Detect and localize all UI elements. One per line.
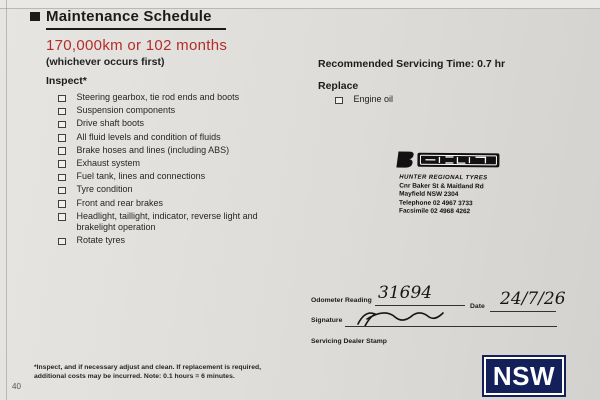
replace-item [335,94,393,105]
odometer-value[interactable]: 31694 [378,283,433,303]
checklist-item [58,92,298,103]
checklist-item-label: Fuel tank, lines and connections [76,171,206,182]
service-interval: 170,000km or 102 months [46,37,228,54]
checklist-item-label: Rotate tyres [76,235,126,246]
checklist-item [58,235,298,246]
nsw-badge [482,355,566,397]
checklist-item [58,171,298,182]
page-title: Maintenance Schedule [46,8,212,25]
replace-item-label: Engine oil [353,94,394,104]
odometer-label: Odometer Reading [311,297,372,304]
checklist-item [58,198,298,209]
checklist-item [58,105,298,116]
signature-mark[interactable] [355,306,445,328]
stamp-business-name: HUNTER REGIONAL TYRES [399,174,488,182]
stamp-address-line2: Mayfield NSW 2304 [399,190,459,199]
checklist-item [58,158,298,169]
signature-line [345,326,557,327]
checklist-item-label: Steering gearbox, tie rod ends and boots [76,92,240,102]
dealer-stamp-label: Servicing Dealer Stamp [311,338,387,345]
checkbox[interactable] [58,108,66,116]
checkbox[interactable] [58,147,66,155]
checkbox[interactable] [58,121,66,129]
page-number: 40 [12,382,21,391]
checkbox[interactable] [58,95,66,103]
date-label: Date [470,303,485,310]
recommended-servicing-time: Recommended Servicing Time: 0.7 hr [318,58,506,70]
date-value[interactable]: 24/7/26 [500,289,566,309]
checkbox[interactable] [58,213,66,221]
signature-label: Signature [311,317,343,324]
checkbox[interactable] [58,187,66,195]
checkbox[interactable] [58,134,66,142]
checklist-item-label: Front and rear brakes [76,197,164,208]
binding-line [6,0,7,400]
title-marker [30,12,40,21]
checklist-item-label: Suspension components [76,105,176,116]
checkbox[interactable] [58,200,66,208]
stamp-text [399,174,509,217]
stamp-address-line1: Cnr Baker St & Maitland Rd [399,182,484,190]
checklist-item-label: Tyre condition [76,184,133,195]
tyre-brand-logo [395,150,505,171]
checkbox[interactable] [58,174,66,182]
checklist-item [58,132,298,143]
checklist-item [58,145,298,156]
checkbox[interactable] [58,238,66,246]
date-line [490,311,556,312]
footnote: *Inspect, and if necessary adjust and clean. If replacement is required, additional costs may be incurred. Note: 0.1 hours = 6 minutes. [34,364,262,380]
checklist-item-label: Exhaust system [76,157,141,168]
checkbox[interactable] [58,160,66,168]
inspect-checklist [58,92,298,248]
checklist-item [58,211,298,233]
dealer-stamp [394,150,505,271]
replace-heading: Replace [318,80,359,92]
title-underline [46,28,226,30]
checklist-item-label: All fluid levels and condition of fluids [76,131,221,142]
checklist-item-label: Headlight, taillight, indicator, reverse light and brakelight operation [76,210,258,232]
checklist-item [58,184,298,195]
inspect-heading: Inspect* [46,75,87,87]
checklist-item-label: Brake hoses and lines (including ABS) [76,144,230,155]
nsw-badge-text: NSW [484,357,564,395]
checkbox[interactable] [335,97,343,105]
stamp-facsimile: Facsimile 02 4968 4262 [398,207,471,216]
stamp-telephone: Telephone 02 4967 3733 [399,199,473,207]
checklist-item-label: Drive shaft boots [76,118,145,129]
interval-note: (whichever occurs first) [46,56,165,68]
checklist-item [58,118,298,129]
